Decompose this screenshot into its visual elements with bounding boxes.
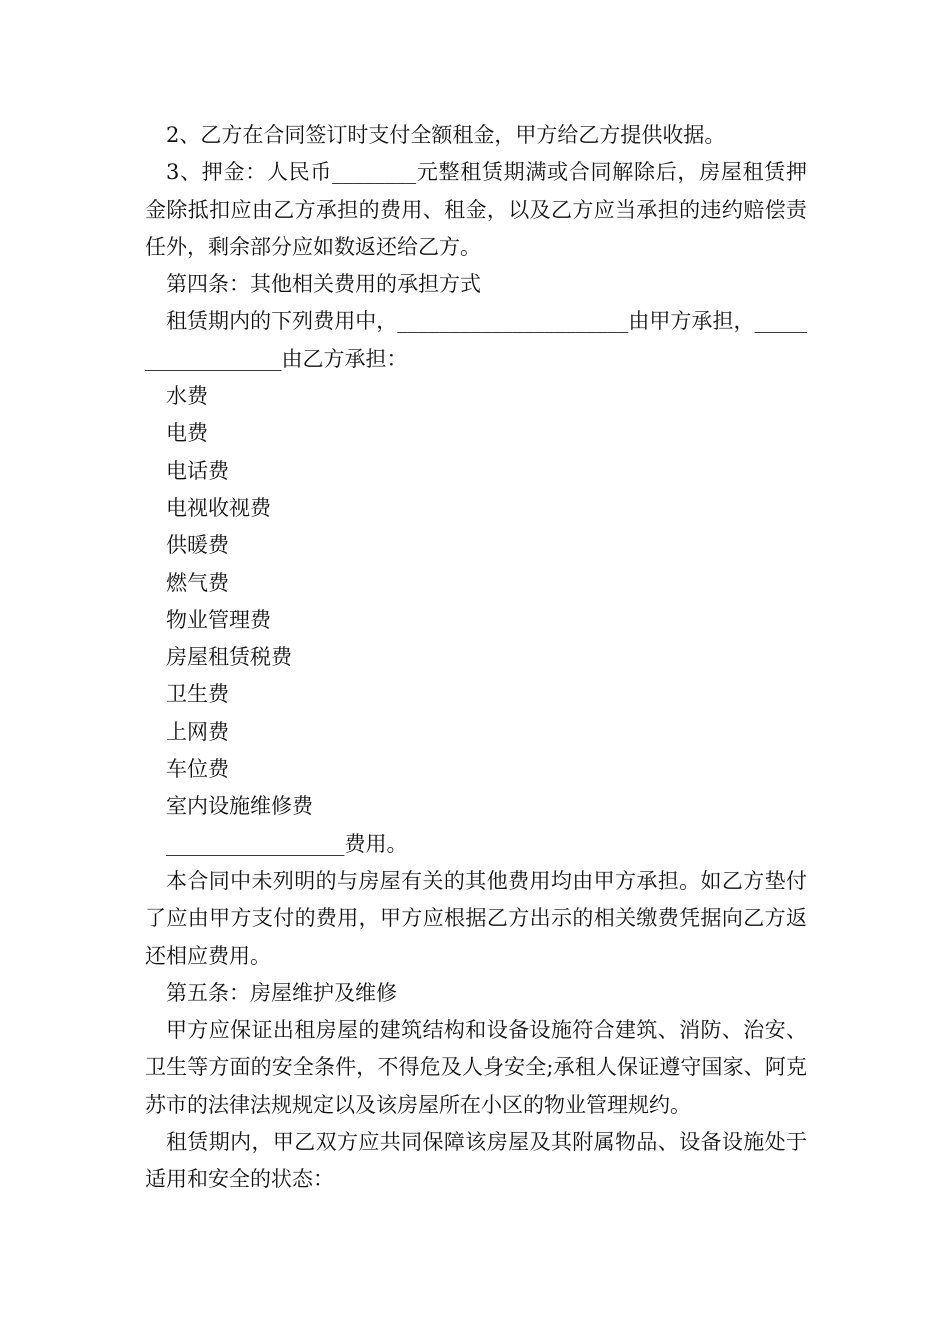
fee-item-sanitation: 卫生费: [166, 682, 229, 707]
fee-item-internet: 上网费: [166, 719, 229, 744]
fee-item-water: 水费: [166, 384, 208, 409]
document-page: [145, 117, 807, 1199]
fee-list: [145, 378, 807, 863]
fee-item-indoor-repair: 室内设施维修费: [166, 794, 313, 819]
fee-item-parking: 车位费: [166, 757, 229, 782]
fee-item-telephone: 电话费: [166, 458, 229, 483]
clause-deposit: 3、押金：人民币________元整租赁期满或合同解除后，房屋租赁押金除抵扣应由乙方承担的费用、租金，以及乙方应当承担的违约赔偿责任外，剩余部分应如数返还给乙方。: [145, 160, 807, 259]
fee-item-property-management: 物业管理费: [166, 607, 271, 632]
fee-allocation-paragraph: 租赁期内的下列费用中，______________________由甲方承担，__________________由乙方承担：: [145, 309, 807, 371]
fee-item-blank-other: _________________费用。: [166, 831, 408, 856]
fee-item-tv: 电视收视费: [166, 495, 271, 520]
clause-payment-receipt: 2、乙方在合同签订时支付全额租金，甲方给乙方提供收据。: [166, 123, 726, 147]
article-five-heading: 第五条：房屋维护及维修: [166, 980, 397, 1005]
unlisted-fees-paragraph: 本合同中未列明的与房屋有关的其他费用均由甲方承担。如乙方垫付了应由甲方支付的费用，甲方应根据乙方出示的相关缴费凭据向乙方返还相应费用。: [145, 868, 807, 968]
fee-item-gas: 燃气费: [166, 570, 229, 595]
safety-guarantee-paragraph: 甲方应保证出租房屋的建筑结构和设备设施符合建筑、消防、治安、卫生等方面的安全条件，不得危及人身安全;承租人保证遵守国家、阿克苏市的法律法规规定以及该房屋所在小区的物业管理规约。: [145, 1018, 807, 1117]
maintenance-paragraph: 租赁期内，甲乙双方应共同保障该房屋及其附属物品、设备设施处于适用和安全的状态：: [145, 1130, 807, 1192]
fee-item-rental-tax: 房屋租赁税费: [166, 645, 292, 670]
fee-item-heating: 供暖费: [166, 533, 229, 558]
fee-item-electricity: 电费: [166, 421, 208, 446]
article-four-heading: 第四条：其他相关费用的承担方式: [166, 272, 481, 297]
